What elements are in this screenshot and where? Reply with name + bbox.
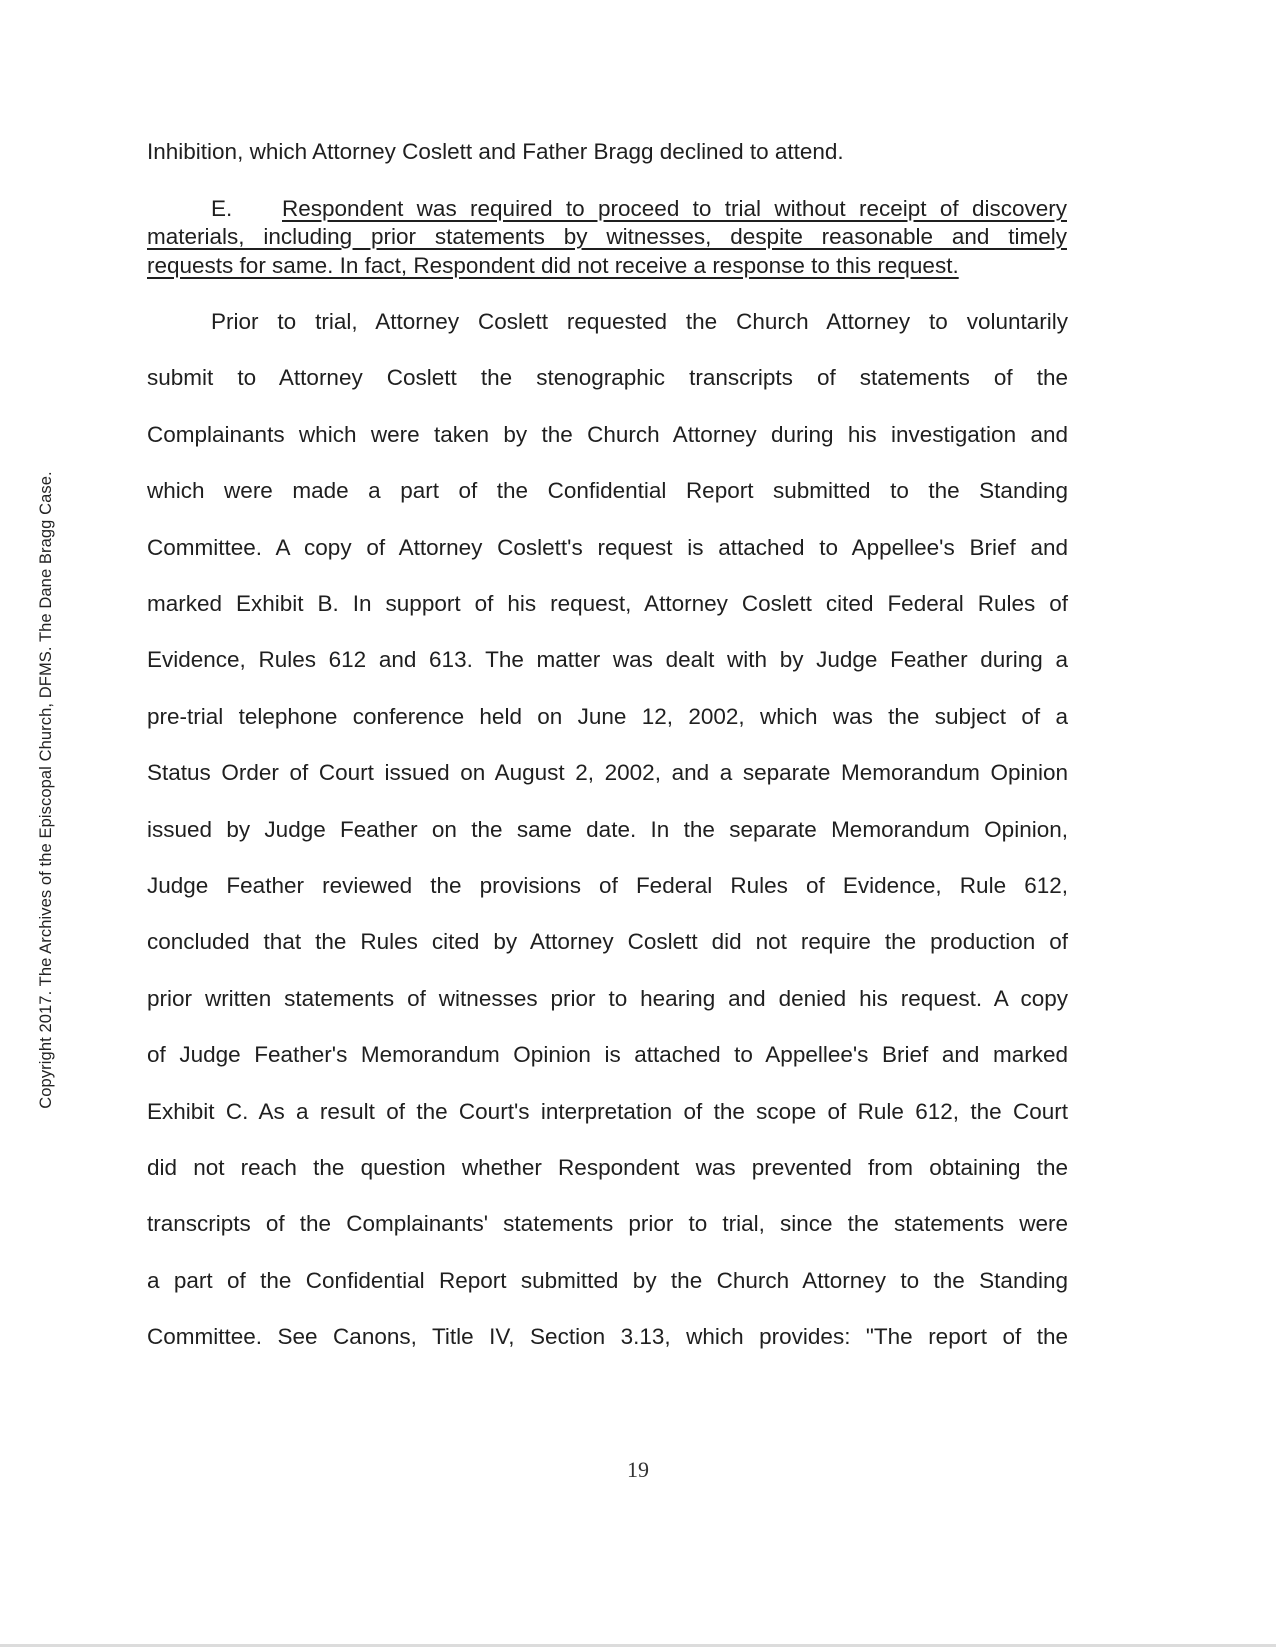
body-text-line: Judge Feather reviewed the provisions of Federal Rules of Evidence, Rule 612, (147, 873, 1068, 898)
section-e-heading-line: materials, including prior statements by witnesses, despite reasonable and timely (147, 224, 1067, 249)
body-text-line: Evidence, Rules 612 and 613. The matter was dealt with by Judge Feather during a (147, 647, 1068, 673)
body-text-line: marked Exhibit B. In support of his request, Attorney Coslett cited Federal Rules of (147, 591, 1068, 616)
body-text-line: Complainants which were taken by the Church Attorney during his investigation and (147, 421, 1068, 447)
body-text-line: concluded that the Rules cited by Attorney Coslett did not require the production of (147, 929, 1068, 955)
section-e-heading-line: requests for same. In fact, Respondent did not receive a response to this request. (147, 253, 959, 278)
body-text-line: Committee. A copy of Attorney Coslett's request is attached to Appellee's Brief and (147, 534, 1068, 560)
body-text-line: Committee. See Canons, Title IV, Section 3.13, which provides: "The report of the (147, 1324, 1068, 1350)
body-text-line: issued by Judge Feather on the same date. In the separate Memorandum Opinion, (147, 816, 1068, 842)
section-e-marker: E. (211, 196, 233, 221)
body-text-line: pre-trial telephone conference held on June 12, 2002, which was the subject of a (147, 703, 1068, 729)
body-text-line: submit to Attorney Coslett the stenographic transcripts of statements of the (147, 365, 1068, 391)
body-text-line: of Judge Feather's Memorandum Opinion is attached to Appellee's Brief and marked (147, 1042, 1068, 1068)
body-text-line: Exhibit C. As a result of the Court's interpretation of the scope of Rule 612, the Court (147, 1098, 1068, 1124)
copyright-watermark: Copyright 2017. The Archives of the Episcopal Church, DFMS. The Dane Bragg Case. (37, 471, 55, 1109)
page-bottom-edge (0, 1644, 1276, 1647)
body-text-line: Prior to trial, Attorney Coslett requested the Church Attorney to voluntarily (211, 309, 1068, 334)
body-text-line: a part of the Confidential Report submitted by the Church Attorney to the Standing (147, 1267, 1068, 1293)
body-text-line: did not reach the question whether Respondent was prevented from obtaining the (147, 1155, 1068, 1180)
body-text-line: which were made a part of the Confidential Report submitted to the Standing (147, 478, 1068, 504)
body-text-line: Status Order of Court issued on August 2, 2002, and a separate Memorandum Opinion (147, 760, 1068, 786)
intro-line: Inhibition, which Attorney Coslett and Father Bragg declined to attend. (147, 139, 844, 164)
section-e-first-line (147, 194, 1127, 224)
body-text-line: transcripts of the Complainants' statements prior to trial, since the statements were (147, 1211, 1068, 1237)
section-e-heading-line: Respondent was required to proceed to trial without receipt of discovery (282, 196, 1067, 221)
page-number: 19 (627, 1457, 649, 1482)
body-text-line: prior written statements of witnesses prior to hearing and denied his request. A copy (147, 985, 1068, 1011)
